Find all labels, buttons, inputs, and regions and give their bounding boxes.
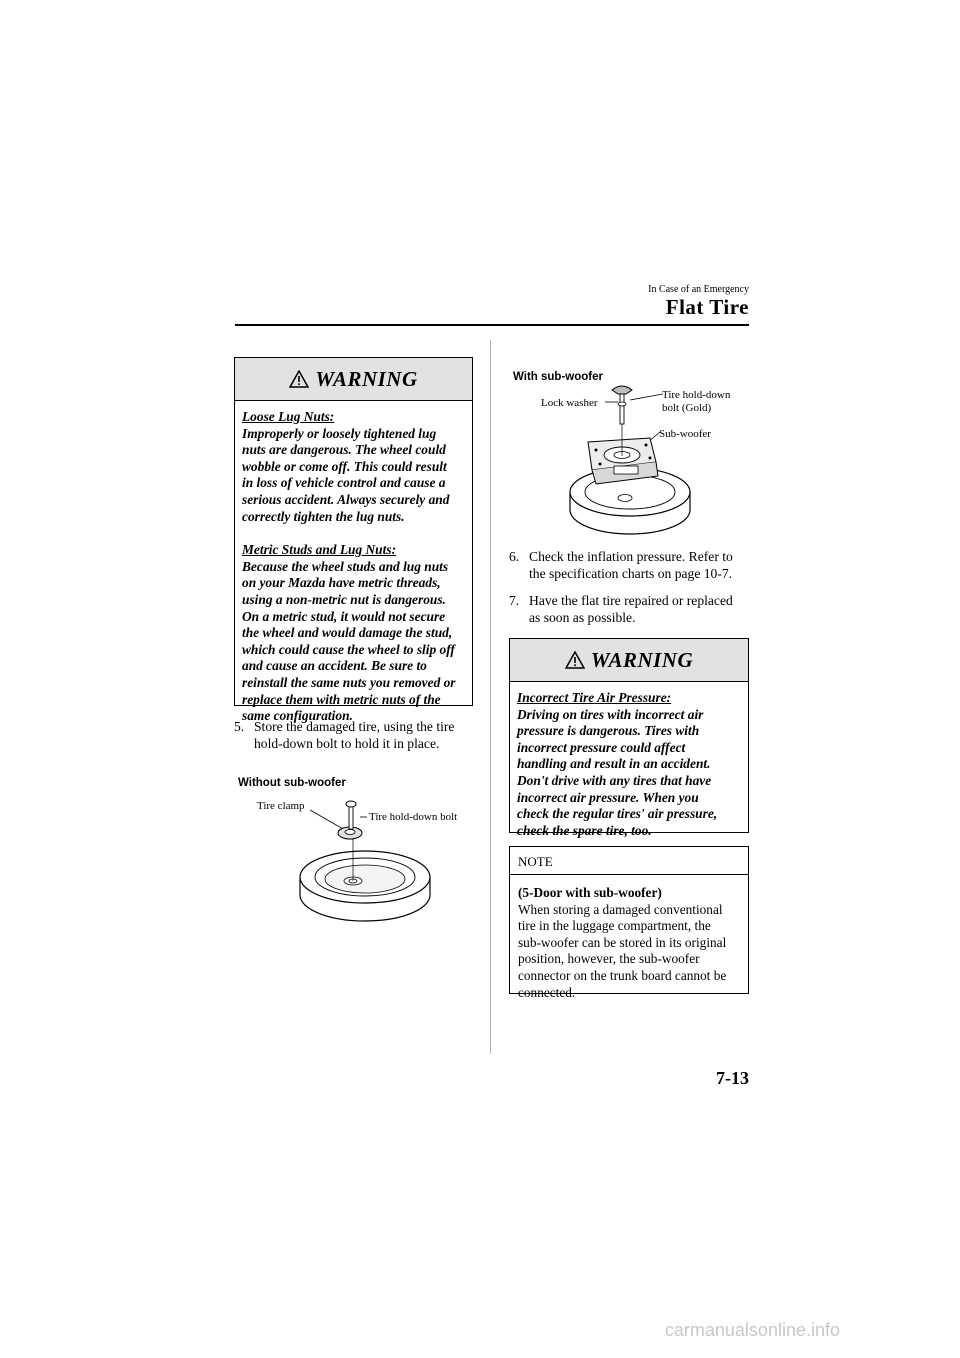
warning-text-line: handling and result in an accident. xyxy=(517,756,711,772)
note-text-line: sub-woofer can be stored in its original xyxy=(518,934,727,950)
label-line: Tire hold-down xyxy=(662,389,731,401)
page-number: 7-13 xyxy=(716,1068,749,1088)
warning-text-line: on your Mazda have metric threads, xyxy=(242,575,441,591)
step-text: hold-down bolt to hold it in place. xyxy=(254,736,440,751)
warning-text-line: replace them with metric nuts of the xyxy=(242,691,441,707)
label-sub-woofer: Sub-woofer xyxy=(659,428,711,440)
step-text: Store the damaged tire, using the tire xyxy=(254,719,455,734)
note-label: NOTE xyxy=(510,847,748,875)
warning-subheading-loose-lug-nuts: Loose Lug Nuts: xyxy=(242,409,335,424)
note-heading: (5-Door with sub-woofer) xyxy=(518,885,662,900)
warning-text-line: incorrect air pressure. When you xyxy=(517,789,699,805)
warning-header xyxy=(510,639,748,682)
warning-text-line: check the regular tires' air pressure, xyxy=(517,806,718,822)
column-divider xyxy=(490,340,491,1054)
warning-text-line: incorrect pressure could affect xyxy=(517,739,686,755)
warning-label: WARNING xyxy=(315,366,418,391)
step-text: as soon as possible. xyxy=(529,610,636,625)
warning-text-line: wobble or come off. This could result xyxy=(242,458,447,474)
warning-text-line: and cause an accident. Be sure to xyxy=(242,658,427,674)
warning-label: WARNING xyxy=(590,647,694,672)
warning-subheading-metric-studs: Metric Studs and Lug Nuts: xyxy=(242,542,397,558)
warning-box-tire-pressure xyxy=(509,638,749,838)
warning-header xyxy=(235,358,472,401)
warning-text-line: using a non-metric nut is dangerous. xyxy=(242,591,446,607)
step-text: Check the inflation pressure. Refer to xyxy=(529,549,733,564)
step-number: 5. xyxy=(234,719,245,734)
warning-box-lug-nuts xyxy=(234,357,473,724)
header-rule xyxy=(235,324,749,326)
warning-text-line: which could cause the wheel to slip off xyxy=(242,641,455,657)
step-number: 6. xyxy=(509,549,520,564)
warning-body xyxy=(235,401,472,725)
figure-caption-without-subwoofer: Without sub-woofer xyxy=(238,777,346,789)
warning-text-line: Driving on tires with incorrect air xyxy=(517,706,704,722)
watermark: carmanualsonline.info xyxy=(664,1320,840,1340)
label-tire-clamp: Tire clamp xyxy=(257,800,305,812)
step-text: Have the flat tire repaired or replaced xyxy=(529,593,733,608)
label-lock-washer: Lock washer xyxy=(541,397,598,409)
warning-text-line: reinstall the same nuts you removed or xyxy=(242,674,456,690)
label-line: bolt (Gold) xyxy=(662,402,712,414)
warning-text-line: serious accident. Always securely and xyxy=(242,491,450,507)
warning-triangle-icon xyxy=(289,370,309,388)
tire-illustration-with-subwoofer xyxy=(560,380,700,542)
warning-text-line: pressure is dangerous. Tires with xyxy=(517,723,700,739)
warning-text-line: in loss of vehicle control and cause a xyxy=(242,475,446,491)
note-text-line: position, however, the sub-woofer xyxy=(518,951,700,967)
warning-text-line: check the spare tire, too. xyxy=(517,822,652,838)
step-number: 7. xyxy=(509,593,520,608)
warning-text-line: Because the wheel studs and lug nuts xyxy=(242,558,449,574)
warning-triangle-icon xyxy=(565,651,585,669)
note-box xyxy=(509,846,749,1000)
tire-illustration-without-subwoofer xyxy=(290,795,440,925)
warning-subheading-tire-pressure: Incorrect Tire Air Pressure: xyxy=(517,690,672,705)
note-body xyxy=(510,875,748,1001)
warning-text-line: nuts are dangerous. The wheel could xyxy=(242,442,446,458)
note-text-line: connected. xyxy=(518,984,576,1000)
page-title: Flat Tire xyxy=(665,295,749,319)
label-tire-hold-down-bolt: Tire hold-down bolt xyxy=(369,811,458,823)
warning-text-line: On a metric stud, it would not secure xyxy=(242,608,446,624)
step-text: the specification charts on page 10-7. xyxy=(529,566,733,581)
warning-text-line: Don't drive with any tires that have xyxy=(517,772,712,788)
warning-text-line: the wheel and would damage the stud, xyxy=(242,625,453,641)
note-text-line: connector on the trunk board cannot be xyxy=(518,967,727,983)
note-text-line: When storing a damaged conventional xyxy=(518,901,723,917)
note-text-line: tire in the luggage compartment, the xyxy=(518,918,711,934)
figure-caption-with-subwoofer: With sub-woofer xyxy=(513,371,603,383)
step-6 xyxy=(509,548,759,582)
warning-text-line: correctly tighten the lug nuts. xyxy=(242,508,405,524)
warning-body xyxy=(510,682,748,839)
warning-text-line: Improperly or loosely tightened lug xyxy=(242,425,437,441)
step-5 xyxy=(234,718,484,752)
section-name: In Case of an Emergency xyxy=(648,284,749,295)
step-7 xyxy=(509,592,759,626)
warning-text-line: same configuration. xyxy=(242,708,353,724)
